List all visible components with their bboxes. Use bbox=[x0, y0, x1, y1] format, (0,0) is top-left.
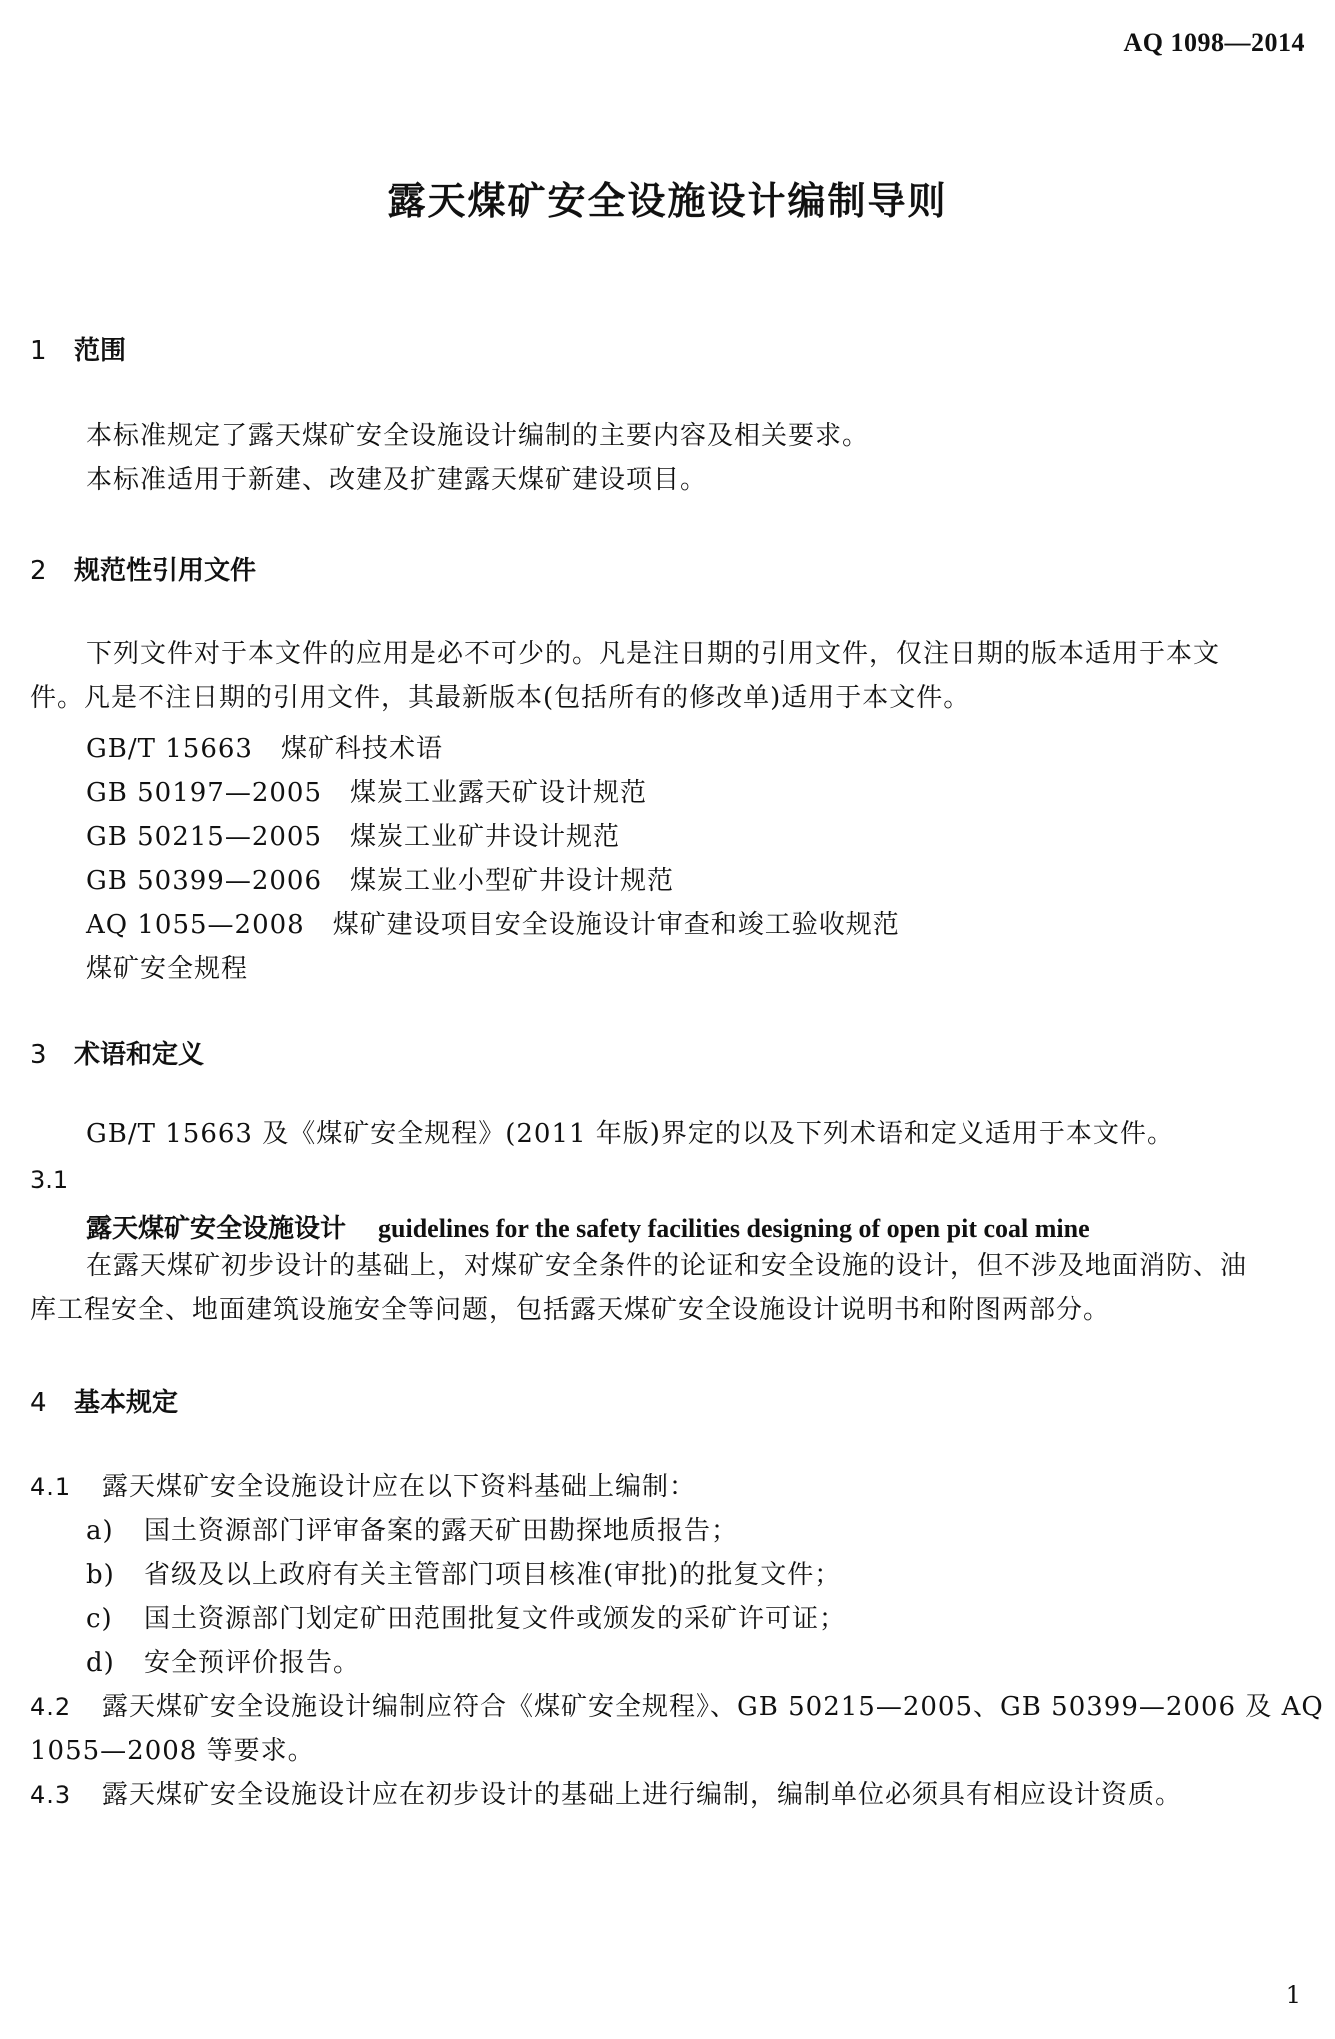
section-1-paragraph-2: 本标准适用于新建、改建及扩建露天煤矿建设项目。 bbox=[86, 465, 708, 495]
list-marker: d) bbox=[86, 1648, 115, 1678]
clause-number: 4.3 bbox=[30, 1781, 72, 1809]
reference-item bbox=[86, 860, 674, 897]
standard-code: AQ 1098—2014 bbox=[1123, 28, 1305, 57]
section-2-intro-line-2: 件。凡是不注日期的引用文件，其最新版本(包括所有的修改单)适用于本文件。 bbox=[30, 683, 971, 713]
reference-code: AQ 1055—2008 bbox=[86, 910, 305, 940]
reference-name: 煤矿建设项目安全设施设计审查和竣工验收规范 bbox=[332, 910, 900, 940]
list-marker: b) bbox=[86, 1560, 115, 1590]
reference-name: 煤矿科技术语 bbox=[280, 734, 443, 764]
reference-name: 煤炭工业露天矿设计规范 bbox=[350, 778, 648, 808]
list-item bbox=[86, 1554, 841, 1591]
clause-text: 露天煤矿安全设施设计应在以下资料基础上编制： bbox=[102, 1472, 697, 1502]
reference-name: 煤炭工业小型矿井设计规范 bbox=[350, 866, 675, 896]
reference-name: 煤炭工业矿井设计规范 bbox=[350, 822, 621, 852]
section-1-heading bbox=[30, 330, 126, 367]
section-3-heading bbox=[30, 1034, 204, 1071]
section-4-heading bbox=[30, 1382, 178, 1419]
list-text: 国土资源部门划定矿田范围批复文件或颁发的采矿许可证； bbox=[144, 1604, 847, 1634]
section-2-heading bbox=[30, 550, 256, 587]
clause-number: 4.1 bbox=[30, 1473, 72, 1501]
reference-code: GB 50197—2005 bbox=[86, 778, 323, 808]
clause-4-2-continuation: 1055—2008 等要求。 bbox=[30, 1736, 315, 1766]
clause-text: 露天煤矿安全设施设计编制应符合《煤矿安全规程》、GB 50215—2005、GB 50399—2006 及 AQ bbox=[102, 1692, 1324, 1722]
term-definition-line-1: 在露天煤矿初步设计的基础上，对煤矿安全条件的论证和安全设施的设计，但不涉及地面消防、油 bbox=[86, 1251, 1248, 1281]
section-2-intro-line-1: 下列文件对于本文件的应用是必不可少的。凡是注日期的引用文件，仅注日期的版本适用于本文 bbox=[86, 639, 1221, 669]
reference-item bbox=[86, 728, 443, 765]
section-title: 基本规定 bbox=[74, 1388, 179, 1418]
clause-4-3 bbox=[30, 1774, 1182, 1811]
section-title: 术语和定义 bbox=[74, 1040, 205, 1070]
list-text: 国土资源部门评审备案的露天矿田勘探地质报告； bbox=[144, 1516, 739, 1546]
document-title: 露天煤矿安全设施设计编制导则 bbox=[387, 179, 948, 223]
reference-name: 煤矿安全规程 bbox=[86, 954, 249, 984]
list-text: 省级及以上政府有关主管部门项目核准(审批)的批复文件； bbox=[144, 1560, 842, 1590]
reference-item bbox=[86, 772, 647, 809]
reference-item bbox=[86, 948, 248, 985]
section-1-paragraph-1: 本标准规定了露天煤矿安全设施设计编制的主要内容及相关要求。 bbox=[86, 421, 870, 451]
reference-code: GB 50399—2006 bbox=[86, 866, 323, 896]
term-number: 3.1 bbox=[30, 1166, 69, 1194]
section-3-intro: GB/T 15663 及《煤矿安全规程》(2011 年版)界定的以及下列术语和定义适用于本文件。 bbox=[86, 1119, 1174, 1149]
list-item bbox=[86, 1510, 738, 1547]
clause-4-2 bbox=[30, 1686, 1324, 1723]
page-number: 1 bbox=[1285, 1981, 1301, 2009]
clause-number: 4.2 bbox=[30, 1693, 72, 1721]
reference-code: GB 50215—2005 bbox=[86, 822, 323, 852]
term-chinese: 露天煤矿安全设施设计 bbox=[86, 1214, 347, 1244]
clause-4-1 bbox=[30, 1466, 696, 1503]
list-text: 安全预评价报告。 bbox=[144, 1648, 361, 1678]
term-entry bbox=[86, 1208, 1090, 1245]
section-number: 3 bbox=[30, 1040, 47, 1070]
section-number: 4 bbox=[30, 1388, 47, 1418]
section-number: 2 bbox=[30, 556, 47, 586]
term-english: guidelines for the safety facilities designing of open pit coal mine bbox=[378, 1214, 1090, 1243]
list-item bbox=[86, 1642, 360, 1679]
list-marker: c) bbox=[86, 1604, 113, 1634]
reference-item bbox=[86, 904, 900, 941]
section-title: 范围 bbox=[74, 336, 127, 366]
reference-item bbox=[86, 816, 620, 853]
clause-text: 露天煤矿安全设施设计应在初步设计的基础上进行编制，编制单位必须具有相应设计资质。 bbox=[102, 1780, 1183, 1810]
list-marker: a) bbox=[86, 1516, 114, 1546]
reference-code: GB/T 15663 bbox=[86, 734, 253, 764]
list-item bbox=[86, 1598, 846, 1635]
term-definition-line-2: 库工程安全、地面建筑设施安全等问题，包括露天煤矿安全设施设计说明书和附图两部分。 bbox=[30, 1295, 1111, 1325]
section-title: 规范性引用文件 bbox=[74, 556, 257, 586]
section-number: 1 bbox=[30, 336, 47, 366]
